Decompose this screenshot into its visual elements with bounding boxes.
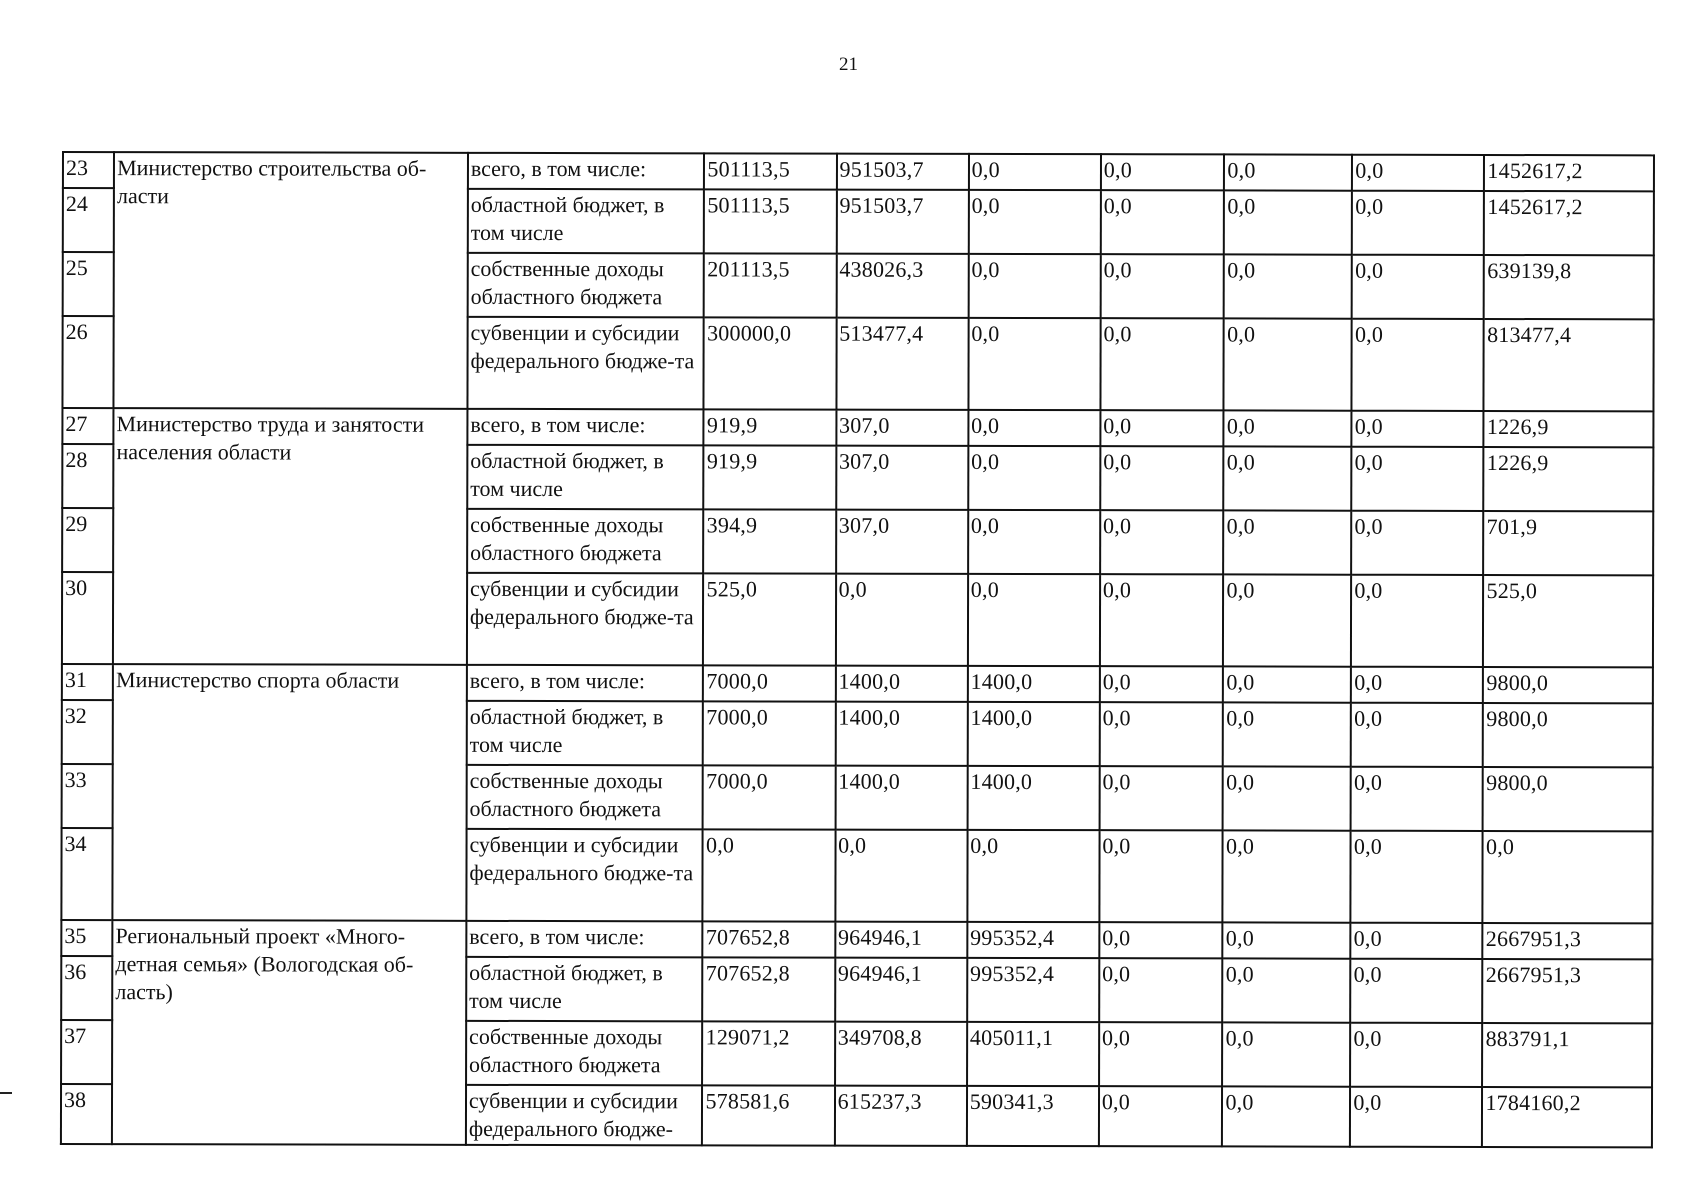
amount-value: 0,0 — [968, 254, 1100, 318]
amount-value: 995352,4 — [967, 958, 1099, 1022]
row-number: 29 — [62, 508, 113, 572]
amount-value: 201113,5 — [704, 253, 836, 317]
total-value: 2667951,3 — [1483, 959, 1653, 1023]
row-number: 28 — [62, 444, 113, 508]
amount-value: 578581,6 — [702, 1085, 834, 1145]
amount-value: 0,0 — [1100, 666, 1224, 702]
amount-value: 501113,5 — [704, 153, 836, 189]
amount-value: 129071,2 — [703, 1021, 835, 1085]
amount-value: 0,0 — [1224, 446, 1352, 510]
amount-value: 0,0 — [1223, 574, 1351, 666]
table-row — [62, 408, 1653, 447]
amount-value: 0,0 — [1100, 318, 1224, 410]
amount-value: 0,0 — [1100, 410, 1224, 446]
amount-value: 0,0 — [1351, 959, 1483, 1023]
page-number: 21 — [839, 54, 858, 75]
funding-source: собственные доходы областного бюджета — [468, 253, 705, 317]
amount-value: 0,0 — [1224, 254, 1352, 318]
organization-name: Министерство спорта области — [113, 664, 467, 921]
amount-value: 1400,0 — [835, 702, 967, 766]
amount-value: 0,0 — [1223, 666, 1351, 702]
amount-value: 0,0 — [1351, 767, 1483, 831]
budget-table — [60, 151, 1655, 1148]
amount-value: 300000,0 — [704, 317, 836, 409]
amount-value: 0,0 — [1101, 254, 1225, 318]
row-number: 30 — [62, 572, 113, 664]
funding-source: всего, в том числе: — [468, 153, 705, 189]
amount-value: 0,0 — [1223, 922, 1351, 958]
amount-value: 0,0 — [1099, 958, 1223, 1022]
funding-source: всего, в том числе: — [467, 409, 704, 445]
amount-value: 0,0 — [1351, 831, 1483, 923]
amount-value: 0,0 — [969, 154, 1101, 190]
row-number: 26 — [62, 316, 113, 408]
funding-source: областной бюджет, в том числе — [467, 701, 704, 765]
amount-value: 615237,3 — [835, 1086, 967, 1146]
amount-value: 0,0 — [1224, 318, 1352, 410]
row-number: 37 — [61, 1020, 112, 1084]
amount-value: 0,0 — [1099, 830, 1223, 922]
amount-value: 0,0 — [1351, 575, 1483, 667]
amount-value: 590341,3 — [967, 1086, 1099, 1146]
row-number: 24 — [63, 188, 114, 252]
total-value: 2667951,3 — [1483, 923, 1653, 959]
row-number: 35 — [61, 920, 112, 956]
row-number: 31 — [62, 664, 113, 700]
amount-value: 0,0 — [1351, 511, 1483, 575]
amount-value: 0,0 — [968, 410, 1100, 446]
table-row — [63, 152, 1654, 191]
row-number: 33 — [62, 764, 113, 828]
amount-value: 1400,0 — [967, 702, 1099, 766]
amount-value: 707652,8 — [703, 957, 835, 1021]
total-value: 813477,4 — [1484, 319, 1654, 411]
funding-source: областной бюджет, в том числе — [466, 957, 703, 1021]
funding-source: всего, в том числе: — [467, 665, 704, 701]
amount-value: 349708,8 — [835, 1022, 967, 1086]
amount-value: 438026,3 — [836, 254, 968, 318]
amount-value: 0,0 — [1352, 191, 1484, 255]
amount-value: 0,0 — [1224, 510, 1352, 574]
amount-value: 0,0 — [1351, 667, 1483, 703]
funding-source: субвенции и субсидии федерального бюдже-та — [466, 829, 703, 921]
amount-value: 0,0 — [1223, 1022, 1351, 1086]
funding-source: собственные доходы областного бюджета — [466, 1021, 703, 1085]
amount-value: 0,0 — [1100, 702, 1224, 766]
amount-value: 0,0 — [1099, 766, 1223, 830]
amount-value: 0,0 — [1101, 154, 1225, 190]
amount-value: 0,0 — [968, 446, 1100, 510]
funding-source: субвенции и субсидии федерального бюдже-та — [467, 573, 704, 665]
amount-value: 0,0 — [968, 510, 1100, 574]
amount-value: 0,0 — [968, 318, 1100, 410]
amount-value: 951503,7 — [836, 190, 968, 254]
amount-value: 0,0 — [1100, 510, 1224, 574]
amount-value: 0,0 — [1352, 447, 1484, 511]
amount-value: 964946,1 — [835, 958, 967, 1022]
amount-value: 1400,0 — [835, 666, 967, 702]
row-number: 25 — [63, 252, 114, 316]
total-value: 9800,0 — [1483, 703, 1653, 767]
total-value: 1226,9 — [1484, 411, 1654, 447]
row-number: 36 — [61, 956, 112, 1020]
amount-value: 0,0 — [1351, 923, 1483, 959]
amount-value: 1400,0 — [835, 766, 967, 830]
amount-value: 0,0 — [1099, 1022, 1223, 1086]
amount-value: 0,0 — [1223, 766, 1351, 830]
amount-value: 0,0 — [1352, 411, 1484, 447]
amount-value: 0,0 — [969, 190, 1101, 254]
amount-value: 0,0 — [1223, 702, 1351, 766]
amount-value: 0,0 — [968, 574, 1100, 666]
amount-value: 964946,1 — [835, 922, 967, 958]
total-value: 0,0 — [1483, 831, 1653, 923]
total-value: 639139,8 — [1484, 255, 1654, 319]
amount-value: 0,0 — [1351, 703, 1483, 767]
amount-value: 525,0 — [703, 573, 835, 665]
amount-value: 513477,4 — [836, 318, 968, 410]
amount-value: 0,0 — [1352, 255, 1484, 319]
amount-value: 0,0 — [1350, 1087, 1482, 1147]
amount-value: 501113,5 — [704, 189, 836, 253]
amount-value: 0,0 — [1099, 922, 1223, 958]
table-row — [62, 664, 1653, 703]
amount-value: 0,0 — [1350, 1023, 1482, 1087]
amount-value: 0,0 — [1100, 574, 1224, 666]
amount-value: 0,0 — [1352, 155, 1484, 191]
total-value: 9800,0 — [1483, 667, 1653, 703]
amount-value: 307,0 — [836, 510, 968, 574]
amount-value: 0,0 — [703, 829, 835, 921]
amount-value: 0,0 — [1099, 1086, 1223, 1146]
organization-name: Министерство труда и занятости населения области — [113, 408, 467, 665]
row-number: 38 — [61, 1084, 112, 1144]
amount-value: 1400,0 — [967, 766, 1099, 830]
row-number: 32 — [62, 700, 113, 764]
amount-value: 919,9 — [704, 445, 836, 509]
amount-value: 405011,1 — [967, 1022, 1099, 1086]
row-number: 27 — [62, 408, 113, 444]
amount-value: 919,9 — [704, 409, 836, 445]
table-body — [61, 152, 1654, 1147]
funding-source: областной бюджет, в том числе — [467, 445, 704, 509]
amount-value: 0,0 — [1224, 154, 1352, 190]
total-value: 9800,0 — [1483, 767, 1653, 831]
organization-name: Региональный проект «Много-детная семья» (Вологодская об-ласть) — [112, 920, 466, 1145]
table-row — [61, 920, 1652, 959]
funding-source: собственные доходы областного бюджета — [467, 509, 704, 573]
margin-mark — [0, 1092, 12, 1094]
funding-source: областной бюджет, в том числе — [468, 189, 705, 253]
total-value: 1784160,2 — [1482, 1087, 1652, 1147]
amount-value: 0,0 — [1223, 830, 1351, 922]
total-value: 525,0 — [1483, 575, 1653, 667]
amount-value: 0,0 — [835, 830, 967, 922]
total-value: 1452617,2 — [1484, 155, 1654, 191]
amount-value: 0,0 — [1224, 410, 1352, 446]
amount-value: 307,0 — [836, 410, 968, 446]
amount-value: 0,0 — [1101, 190, 1225, 254]
organization-name: Министерство строительства об-ласти — [114, 152, 468, 409]
amount-value: 0,0 — [836, 574, 968, 666]
amount-value: 995352,4 — [967, 922, 1099, 958]
amount-value: 0,0 — [967, 830, 1099, 922]
amount-value: 394,9 — [704, 509, 836, 573]
funding-source: субвенции и субсидии федерального бюдже-та — [467, 317, 704, 409]
amount-value: 7000,0 — [703, 765, 835, 829]
total-value: 1452617,2 — [1484, 191, 1654, 255]
amount-value: 0,0 — [1223, 958, 1351, 1022]
funding-source: всего, в том числе: — [466, 921, 703, 957]
row-number: 23 — [63, 152, 114, 188]
funding-source: субвенции и субсидии федерального бюдже- — [466, 1085, 703, 1145]
amount-value: 0,0 — [1224, 190, 1352, 254]
amount-value: 7000,0 — [703, 701, 835, 765]
amount-value: 0,0 — [1222, 1086, 1350, 1146]
amount-value: 0,0 — [1100, 446, 1224, 510]
amount-value: 1400,0 — [968, 666, 1100, 702]
row-number: 34 — [61, 828, 112, 920]
funding-source: собственные доходы областного бюджета — [467, 765, 704, 829]
total-value: 1226,9 — [1484, 447, 1654, 511]
amount-value: 951503,7 — [837, 154, 969, 190]
amount-value: 7000,0 — [703, 665, 835, 701]
total-value: 701,9 — [1484, 511, 1654, 575]
total-value: 883791,1 — [1483, 1023, 1653, 1087]
amount-value: 307,0 — [836, 446, 968, 510]
amount-value: 707652,8 — [703, 921, 835, 957]
amount-value: 0,0 — [1352, 319, 1484, 411]
